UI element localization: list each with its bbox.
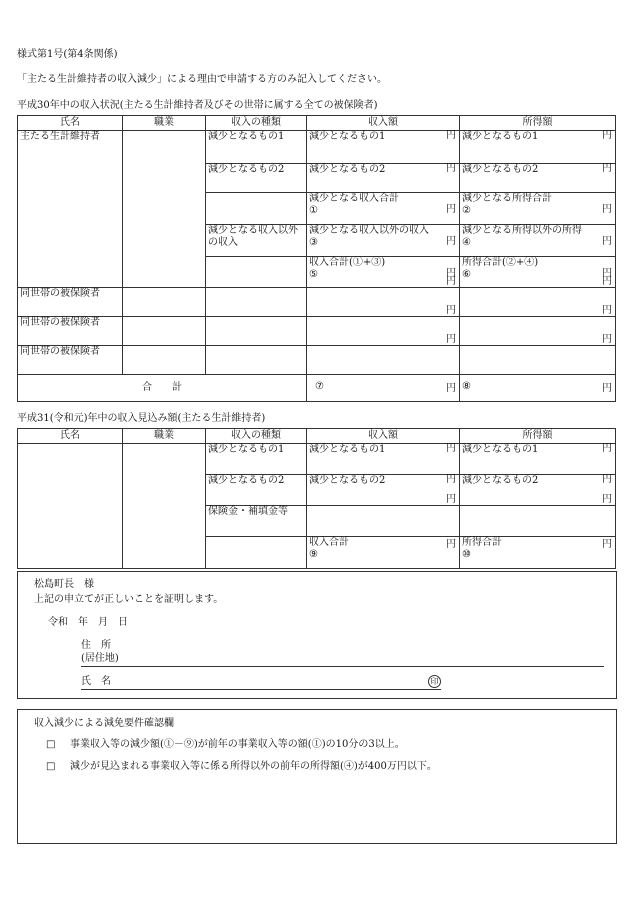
header-name: 氏名 — [18, 116, 123, 131]
income-amount-cell[interactable]: 減少となる収入以外の収入 ③ 円 — [307, 225, 460, 257]
forecast-occupation-cell[interactable] — [123, 444, 206, 569]
header-name: 氏名 — [18, 429, 123, 444]
addressee: 松島町長 様 — [34, 579, 94, 590]
header-occupation: 職業 — [123, 116, 206, 131]
requirement-1: 事業収入等の減少額(①－⑨)が前年の事業収入等の額(①)の10分の3以上。 — [70, 739, 405, 750]
shotoku-amount-cell[interactable]: 減少となる所得合計 ② 円 — [460, 193, 616, 225]
income-amount-cell[interactable]: 円 — [307, 506, 460, 537]
income-type-cell — [206, 193, 307, 225]
member-income-cell[interactable]: 円 — [307, 317, 460, 346]
confirmation-box — [17, 709, 617, 844]
address-label: 住 所 — [81, 640, 111, 651]
shotoku-amount-cell[interactable]: 所得合計 ⑩ 円 — [460, 537, 616, 569]
confirm-title: 収入減少による減免要件確認欄 — [34, 718, 174, 729]
header-occupation: 職業 — [123, 429, 206, 444]
income-amount-cell[interactable]: 減少となるもの2 円 — [307, 475, 460, 506]
income-type-cell: 減少となるもの2 — [206, 164, 307, 193]
total-income-cell[interactable]: ⑦ 円 — [307, 375, 460, 402]
header-income-amount: 収入額 — [307, 116, 460, 131]
instruction-text: 「主たる生計維持者の収入減少」による理由で申請する方のみ記入してください。 — [17, 74, 387, 85]
header-income-type: 収入の種類 — [206, 116, 307, 131]
member-income-type-cell[interactable] — [206, 346, 307, 375]
income-type-cell: 減少となる収入以外の収入 — [206, 225, 307, 257]
member-occupation-cell[interactable] — [123, 346, 206, 375]
income-table-2018 — [17, 115, 616, 402]
member-income-cell[interactable]: 円 — [307, 288, 460, 317]
address-sub-label: (居住地) — [81, 653, 119, 664]
form-number: 様式第1号(第4条関係) — [17, 49, 118, 60]
member-name-cell[interactable]: 同世帯の被保険者 — [18, 317, 123, 346]
header-shotoku-amount: 所得額 — [460, 429, 616, 444]
income-forecast-table — [17, 428, 616, 569]
shotoku-amount-cell[interactable]: 減少となるもの1 円 — [460, 444, 616, 475]
certification-box — [17, 571, 617, 699]
checkbox-2[interactable]: □ — [46, 761, 56, 772]
header-shotoku-amount: 所得額 — [460, 116, 616, 131]
member-income-cell[interactable]: 円 — [307, 346, 460, 375]
member-shotoku-cell[interactable]: 円 — [460, 288, 616, 317]
main-person-occupation-cell[interactable] — [123, 131, 206, 288]
name-label: 氏 名 — [81, 676, 111, 687]
table1-caption: 平成30年中の収入状況(主たる生計維持者及びその世帯に属する全ての被保険者) — [17, 100, 378, 111]
member-shotoku-cell[interactable]: 円 — [460, 346, 616, 375]
table2-caption: 平成31(令和元)年中の収入見込み額(主たる生計維持者) — [17, 413, 266, 424]
income-amount-cell[interactable]: 減少となるもの1 円 — [307, 131, 460, 164]
member-income-type-cell[interactable] — [206, 288, 307, 317]
shotoku-amount-cell[interactable]: 減少となるもの1 円 — [460, 131, 616, 164]
income-type-cell: 保険金・補填金等 — [206, 506, 307, 537]
member-occupation-cell[interactable] — [123, 317, 206, 346]
shotoku-amount-cell[interactable]: 減少となるもの2 円 — [460, 164, 616, 193]
cert-statement: 上記の申立てが正しいことを証明します。 — [34, 594, 224, 605]
income-amount-cell[interactable]: 収入合計 ⑨ 円 — [307, 537, 460, 569]
date-field[interactable]: 令和 年 月 日 — [48, 617, 128, 628]
checkbox-1[interactable]: □ — [46, 739, 56, 750]
seal-mark: 印 — [428, 675, 441, 688]
shotoku-amount-cell[interactable]: 所得合計(②+④) ⑥ 円 — [460, 257, 616, 288]
header-income-amount: 収入額 — [307, 429, 460, 444]
main-person-label: 主たる生計維持者 — [20, 131, 100, 142]
member-name-cell[interactable]: 同世帯の被保険者 — [18, 288, 123, 317]
header-income-type: 収入の種類 — [206, 429, 307, 444]
income-type-cell: 減少となるもの1 — [206, 444, 307, 475]
shotoku-amount-cell[interactable]: 減少となるもの2 円 — [460, 475, 616, 506]
requirement-2: 減少が見込まれる事業収入等に係る所得以外の前年の所得額(④)が400万円以下。 — [70, 761, 437, 772]
income-type-cell: 減少となるもの1 — [206, 131, 307, 164]
member-income-type-cell[interactable] — [206, 317, 307, 346]
income-amount-cell[interactable]: 減少となる収入合計 ① 円 — [307, 193, 460, 225]
forecast-name-cell[interactable] — [18, 444, 123, 569]
shotoku-amount-cell[interactable]: 減少となる所得以外の所得 ④ 円 — [460, 225, 616, 257]
main-person-name-cell[interactable] — [18, 131, 123, 288]
member-shotoku-cell[interactable]: 円 — [460, 317, 616, 346]
income-amount-cell[interactable]: 減少となるもの2 円 — [307, 164, 460, 193]
total-shotoku-cell[interactable]: ⑧ 円 — [460, 375, 616, 402]
income-type-cell: 減少となるもの2 — [206, 475, 307, 506]
total-label-cell: 合 計 — [18, 375, 307, 402]
income-type-cell — [206, 537, 307, 569]
shotoku-amount-cell[interactable]: 円 — [460, 506, 616, 537]
income-amount-cell[interactable]: 減少となるもの1 円 — [307, 444, 460, 475]
income-amount-cell[interactable]: 収入合計(①+③) ⑤ 円 — [307, 257, 460, 288]
address-input-line[interactable] — [81, 666, 604, 667]
name-input-line[interactable] — [81, 689, 441, 690]
income-type-cell — [206, 257, 307, 288]
member-name-cell[interactable]: 同世帯の被保険者 — [18, 346, 123, 375]
member-occupation-cell[interactable] — [123, 288, 206, 317]
